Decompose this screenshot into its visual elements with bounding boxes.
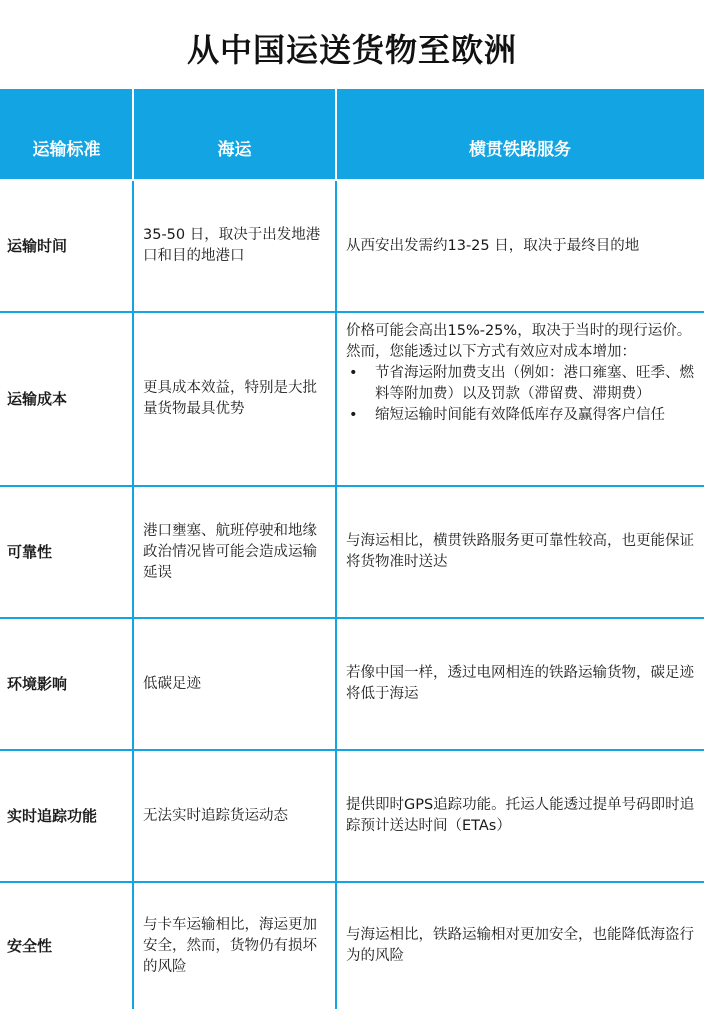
sea-cell: 低碳足迹 xyxy=(143,675,201,692)
column-divider xyxy=(335,751,337,881)
table-row xyxy=(0,487,704,619)
list-item xyxy=(346,363,696,405)
column-divider xyxy=(335,883,337,1009)
column-divider xyxy=(335,619,337,749)
list-item-text: 缩短运输时间能有效降低库存及赢得客户信任 xyxy=(375,407,665,423)
list-item-text: 节省海运附加费支出（例如：港口雍塞、旺季、燃料等附加费）以及罚款（滞留费、滞期费） xyxy=(375,365,694,402)
column-divider xyxy=(335,89,337,179)
table-row xyxy=(0,883,704,1009)
rail-cell: 从西安出发需约13-25 日，取决于最终目的地 xyxy=(346,237,640,254)
header-sea: 海运 xyxy=(217,139,252,160)
rail-cell-bullets xyxy=(346,363,696,426)
table-row xyxy=(0,181,704,313)
column-divider xyxy=(335,487,337,617)
sea-cell: 35-50 日，取决于出发地港口和目的地港口 xyxy=(143,227,321,264)
rail-cell-intro: 价格可能会高出15%-25%，取决于当时的现行运价。然而，您能透过以下方式有效应对成本增加： xyxy=(346,323,692,360)
column-divider xyxy=(132,751,134,881)
bullet-icon: • xyxy=(349,365,358,381)
criterion-cell: 环境影响 xyxy=(7,674,68,693)
page-title: 从中国运送货物至欧洲 xyxy=(186,31,517,69)
rail-cell xyxy=(336,313,704,485)
column-divider xyxy=(132,487,134,617)
criterion-cell: 运输成本 xyxy=(7,389,68,408)
criterion-cell: 安全性 xyxy=(7,936,53,955)
table-row xyxy=(0,619,704,751)
rail-cell: 与海运相比，铁路运输相对更加安全，也能降低海盗行为的风险 xyxy=(346,927,694,964)
header-rail: 横贯铁路服务 xyxy=(469,139,571,160)
list-item xyxy=(346,405,696,426)
column-divider xyxy=(335,181,337,311)
column-divider xyxy=(132,883,134,1009)
sea-cell: 更具成本效益，特别是大批量货物最具优势 xyxy=(143,380,317,417)
sea-cell: 与卡车运输相比，海运更加安全，然而，货物仍有损坏的风险 xyxy=(143,916,317,975)
column-divider xyxy=(132,619,134,749)
table-row xyxy=(0,751,704,883)
column-divider xyxy=(132,89,134,179)
header-criterion: 运输标准 xyxy=(32,139,101,160)
criterion-cell: 可靠性 xyxy=(7,542,53,561)
rail-cell: 与海运相比，横贯铁路服务更可靠性较高，也更能保证将货物准时送达 xyxy=(346,533,694,570)
sea-cell: 港口壅塞、航班停驶和地缘政治情况皆可能会造成运输延误 xyxy=(143,522,317,581)
column-divider xyxy=(132,181,134,311)
rail-cell: 若像中国一样，透过电网相连的铁路运输货物，碳足迹将低于海运 xyxy=(346,665,694,702)
criterion-cell: 实时追踪功能 xyxy=(7,806,98,825)
table-header-row xyxy=(0,89,704,181)
table-row xyxy=(0,313,704,487)
bullet-icon: • xyxy=(349,407,358,423)
sea-cell: 无法实时追踪货运动态 xyxy=(143,807,288,824)
comparison-table xyxy=(0,89,704,1009)
criterion-cell: 运输时间 xyxy=(7,236,68,255)
column-divider xyxy=(132,313,134,485)
column-divider xyxy=(335,313,337,485)
rail-cell: 提供即时GPS追踪功能。托运人能透过提单号码即时追踪预计送达时间（ETAs） xyxy=(346,797,695,834)
